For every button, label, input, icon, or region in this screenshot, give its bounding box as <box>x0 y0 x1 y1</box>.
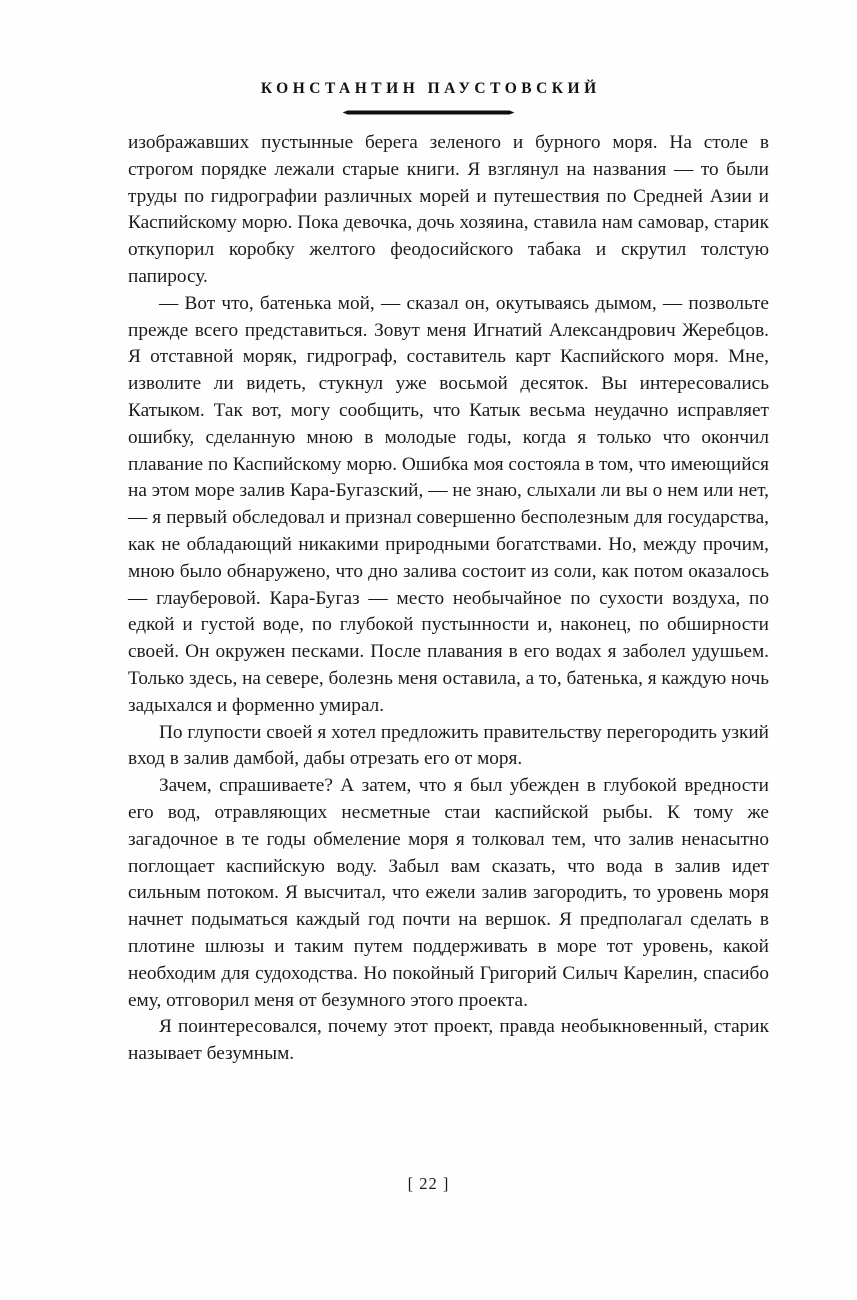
paragraph: изображавших пустынные берега зеленого и бурного моря. На столе в строгом порядке лежали старые книги. Я взглянул на названия — то были труды по гидрографии различных морей и путешествия по Средней Азии и Каспийскому морю. Пока девочка, дочь хозяина, ставила нам самовар, старик откупорил коробку желтого феодосийского табака и скрутил толстую папиросу. <box>128 132 769 287</box>
paragraph: Я поинтересовался, почему этот проект, правда необыкновенный, старик называет безумным. <box>128 1016 769 1065</box>
paragraph: — Вот что, батенька мой, — сказал он, окутываясь дымом, — позвольте прежде всего представиться. Зовут меня Игнатий Александрович Жеребцов. Я отставной моряк, гидрограф, составитель карт Каспийского моря. Мне, изволите ли видеть, стукнул уже восьмой десяток. Вы интересовались Катыком. Так вот, могу сообщить, что Катык весьма неудачно исправляет ошибку, сделанную мною в молодые годы, когда я только что окончил плавание по Каспийскому морю. Ошибка моя состояла в том, что имеющийся на этом море залив Кара-Бугазский, — не знаю, слыхали ли вы о нем или нет, — я первый обследовал и признал совершенно бесполезным для государства, как не обладающий никакими природными богатствами. Но, между прочим, мною было обнаружено, что дно залива состоит из соли, как потом оказалось — глауберовой. Кара-Бугаз — место необычайное по сухости воздуха, по едкой и густой воде, по глубокой пустынности и, наконец, по обширности своей. Он окружен песками. После плавания в его водах я заболел удушьем. Только здесь, на севере, болезнь меня оставила, а то, батенька, я каждую ночь задыхался и форменно умирал. <box>128 292 769 716</box>
paragraph: По глупости своей я хотел предложить правительству перегородить узкий вход в залив дамбой, дабы отрезать его от моря. <box>128 721 769 770</box>
running-header: КОНСТАНТИН ПАУСТОВСКИЙ <box>260 80 601 97</box>
page-number: [ 22 ] <box>407 1174 450 1193</box>
paragraph: Зачем, спрашиваете? А затем, что я был убежден в глубокой вредности его вод, отравляющих несметные стаи каспийской рыбы. К тому же загадочное в те годы обмеление моря я толковал тем, что залив ненасытно поглощает каспийскую воду. Забыл вам сказать, что вода в залив идет сильным потоком. Я высчитал, что ежели залив загородить, то уровень моря начнет подыматься каждый год почти на вершок. Я предполагал сделать в плотине шлюзы и таким путем поддерживать в море тот уровень, какой необходим для судоходства. Но покойный Григорий Силыч Карелин, спасибо ему, отговорил меня от безумного этого проекта. <box>128 775 769 1011</box>
text-block <box>128 130 769 1068</box>
header-rule-ornament <box>343 110 515 115</box>
